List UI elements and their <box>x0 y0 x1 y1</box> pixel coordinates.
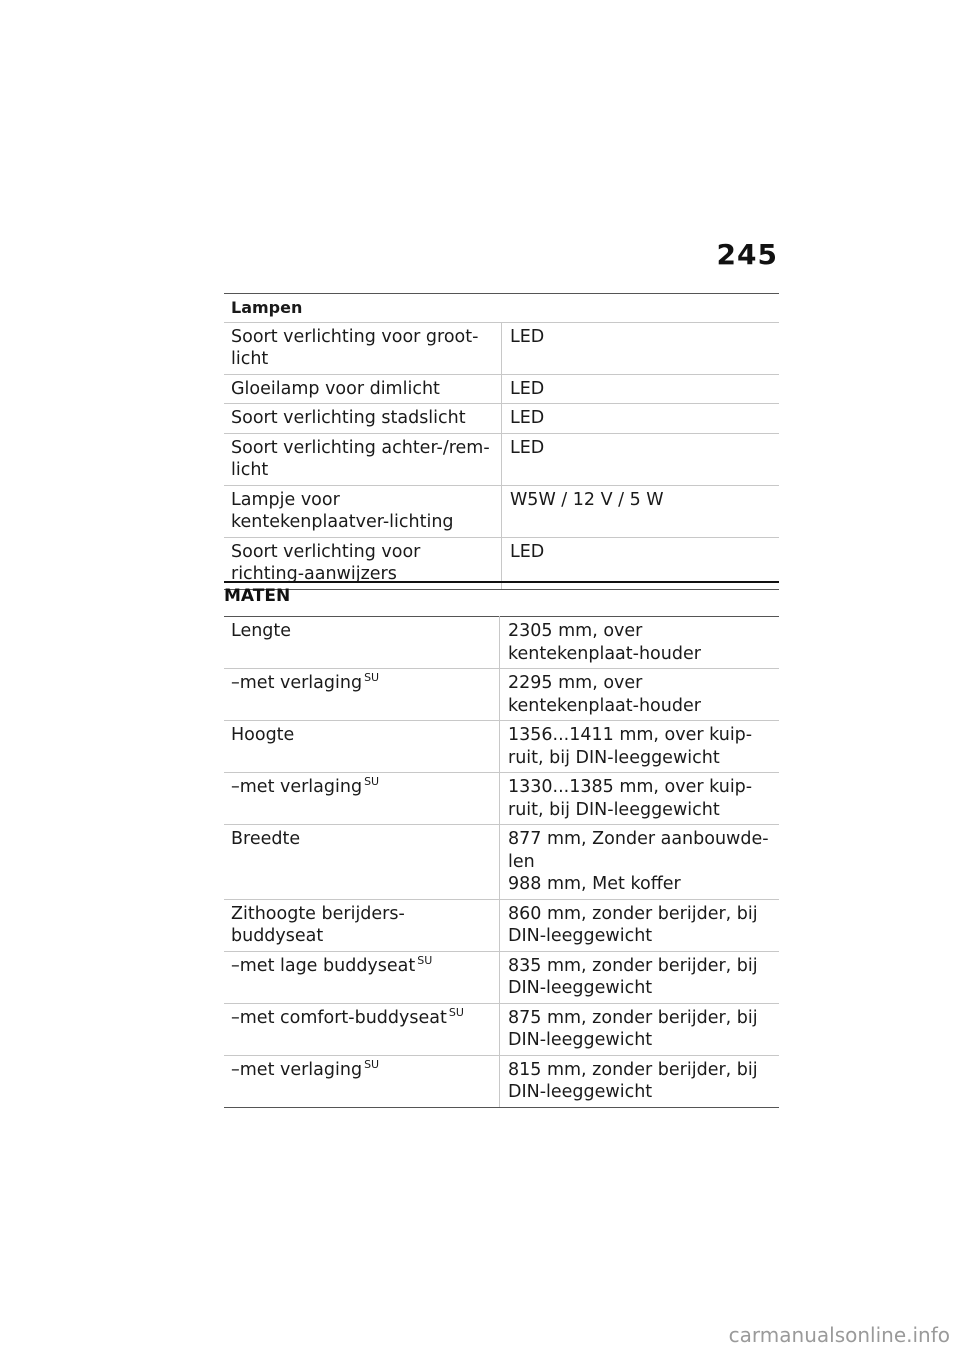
dimension-label-text: Lengte <box>231 621 292 641</box>
dimension-label-text: –met comfort-buddyseat <box>231 1007 447 1028</box>
lamp-label: Soort verlichting stadslicht <box>224 404 502 434</box>
dimension-label-text: –met lage buddyseat <box>231 955 416 976</box>
table-row <box>224 669 779 721</box>
watermark: carmanualsonline.info <box>728 1323 950 1347</box>
dimension-label-text: Zithoogte berijders-buddyseat <box>231 903 405 946</box>
dimension-value-line: 877 mm, Zonder aanbouwde-len <box>508 829 769 872</box>
dimension-label <box>224 669 500 721</box>
dimension-label <box>224 1055 500 1107</box>
dimension-value: 2295 mm, over kentekenplaat-houder <box>500 669 780 721</box>
dimension-label-text: Breedte <box>231 829 301 849</box>
lamp-label: Lampje voor kentekenplaatver-lichting <box>224 485 502 537</box>
lamps-header: Lampen <box>224 294 779 323</box>
lamp-label: Gloeilamp voor dimlicht <box>224 374 502 404</box>
option-marker: SU <box>364 1057 380 1071</box>
dimension-label-text: Hoogte <box>231 725 295 745</box>
lamp-value: LED <box>502 433 780 485</box>
lamp-value: LED <box>502 404 780 434</box>
table-row <box>224 721 779 773</box>
dimension-value: 815 mm, zonder berijder, bij DIN-leeggewicht <box>500 1055 780 1107</box>
dimension-value <box>500 825 780 900</box>
dimension-label <box>224 1003 500 1055</box>
table-row <box>224 433 779 485</box>
table-header-row <box>224 294 779 323</box>
dimension-value: 2305 mm, over kentekenplaat-houder <box>500 617 780 669</box>
dimension-value-line: 988 mm, Met koffer <box>508 874 681 894</box>
table-row <box>224 825 779 900</box>
table-row <box>224 773 779 825</box>
table-row <box>224 899 779 951</box>
section-title-maten: MATEN <box>224 586 291 606</box>
table-row <box>224 485 779 537</box>
dimension-value: 860 mm, zonder berijder, bij DIN-leeggewicht <box>500 899 780 951</box>
option-marker: SU <box>364 671 380 684</box>
dimension-label <box>224 617 500 669</box>
dimension-label <box>224 951 500 1003</box>
option-marker: SU <box>448 1005 464 1019</box>
dimension-label-text: –met verlaging <box>231 673 363 693</box>
dimension-label-text: –met verlaging <box>231 777 363 797</box>
lamp-value: LED <box>502 374 780 404</box>
dimension-value: 1356...1411 mm, over kuip-ruit, bij DIN-leeggewicht <box>500 721 780 773</box>
section-divider <box>224 581 779 583</box>
lamp-label: Soort verlichting voor groot-licht <box>224 322 502 374</box>
table-row <box>224 1003 779 1055</box>
table-row <box>224 951 779 1003</box>
lamp-label: Soort verlichting achter-/rem-licht <box>224 433 502 485</box>
lamp-value: LED <box>502 537 780 589</box>
dimension-value: 875 mm, zonder berijder, bij DIN-leeggewicht <box>500 1003 780 1055</box>
dimension-label-text: –met verlaging <box>231 1059 363 1080</box>
dimension-label <box>224 721 500 773</box>
lamp-label: Soort verlichting voor richting-aanwijzers <box>224 537 502 589</box>
option-marker: SU <box>417 953 433 967</box>
dimension-value: 1330...1385 mm, over kuip-ruit, bij DIN-leeggewicht <box>500 773 780 825</box>
option-marker: SU <box>364 775 380 788</box>
lamps-table <box>224 293 779 590</box>
table-row <box>224 374 779 404</box>
dimension-value: 835 mm, zonder berijder, bij DIN-leeggewicht <box>500 951 780 1003</box>
table-row <box>224 404 779 434</box>
dimension-label <box>224 773 500 825</box>
dimensions-table <box>224 616 779 1108</box>
page-number: 245 <box>716 238 778 271</box>
table-row <box>224 1055 779 1107</box>
dimension-label <box>224 899 500 951</box>
table-row <box>224 617 779 669</box>
lamp-value: LED <box>502 322 780 374</box>
dimension-label <box>224 825 500 900</box>
lamp-value: W5W / 12 V / 5 W <box>502 485 780 537</box>
table-row <box>224 322 779 374</box>
